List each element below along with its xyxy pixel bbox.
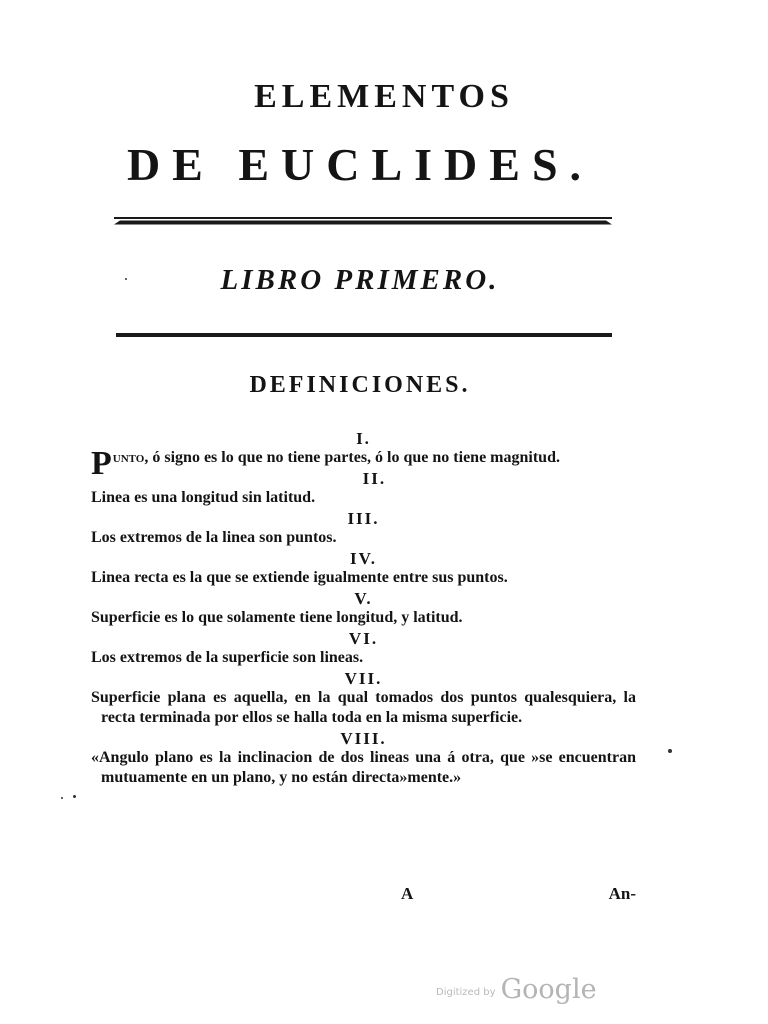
signature-mark: A [401,884,414,903]
definition-number: I. [356,429,371,448]
definition-number: VII. [344,669,383,688]
title-line-1: ELEMENTOS [254,78,514,115]
small-caps-word: unto [112,449,145,466]
print-speck [61,797,63,799]
drop-cap: P [91,445,112,482]
catchword: An- [608,884,636,903]
title-line-2: DE EUCLIDES. [126,139,594,190]
definition-text: Los extremos de la linea son puntos. [91,529,337,546]
definition-text: Superficie es lo que solamente tiene longitud, y latitud. [91,609,463,626]
book-subtitle: LIBRO PRIMERO. [220,264,500,296]
definition-text: Los extremos de la superficie son lineas. [91,649,364,666]
definition-number: V. [354,589,373,608]
definition-text: Linea es una longitud sin latitud. [91,489,316,506]
google-logo: Google [500,974,597,1005]
definition-text: Superficie plana es aquella, en la qual tomados dos puntos qualesquiera, la recta terminada por ellos se halla toda en la misma superficie. [91,689,636,726]
watermark-prefix: Digitized by [436,987,496,998]
digitized-watermark [436,974,597,1005]
definition-number: VI. [348,629,379,648]
definition-text: «Angulo plano es la inclinacion de dos lineas una á otra, que »se encuentran mutuamente en un plano, y no están directa»mente.» [91,749,636,786]
print-speck [125,278,127,280]
definition-body: , ó signo es lo que no tiene partes, ó lo que no tiene magnitud. [144,449,560,466]
definition-number: VIII. [340,729,387,748]
print-speck [668,749,672,753]
definition-text: Linea recta es la que se extiende igualmente entre sus puntos. [91,569,508,586]
ornamental-rule [114,217,612,226]
print-speck [73,795,76,798]
section-heading: DEFINICIONES. [249,372,471,398]
definition-number: IV. [350,549,377,568]
definitions-list [91,428,636,788]
definition-number: III. [347,509,380,528]
divider-rule [116,333,612,337]
definition-number: II. [362,469,387,488]
